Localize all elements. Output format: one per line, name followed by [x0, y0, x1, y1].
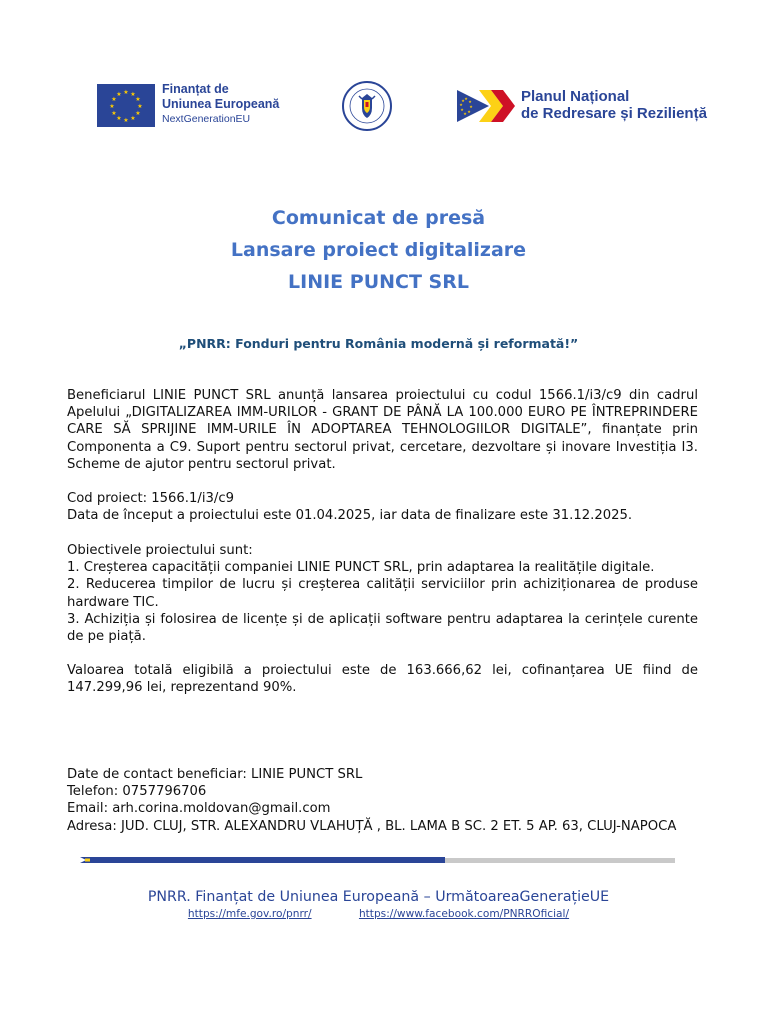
value-line2: 147.299,96 lei, reprezentand 90%.	[67, 680, 297, 696]
press-release-title	[0, 202, 757, 298]
objective-item-3-line2: de pe piață.	[67, 629, 146, 645]
svg-text:★: ★	[130, 91, 136, 98]
eu-logo-line1: Finanțat de	[162, 82, 229, 96]
footer-bar-grey	[445, 858, 675, 863]
svg-text:★: ★	[111, 96, 117, 103]
svg-text:★: ★	[116, 91, 122, 98]
project-value-paragraph	[67, 662, 698, 696]
svg-text:★: ★	[467, 109, 471, 114]
contact-beneficiary: Date de contact beneficiar: LINIE PUNCT SRL	[67, 767, 363, 782]
romanian-government-seal	[341, 78, 393, 134]
intro-line2: Apelului „DIGITALIZAREA IMM-URILOR - GRANT DE PÂNĂ LA 100.000 EURO PE ÎNTREPRINDERE	[67, 405, 698, 421]
footer-tagline: PNRR. Finanțat de Uniunea Europeană – UrmătoareaGenerațieUE	[147, 889, 610, 905]
footer-divider	[80, 857, 675, 863]
title-line2: Lansare proiect digitalizare	[230, 239, 527, 261]
svg-text:★: ★	[459, 102, 463, 107]
svg-text:★: ★	[109, 103, 115, 110]
objectives-section	[67, 542, 698, 645]
svg-text:★: ★	[116, 115, 122, 122]
pnrr-logo-text	[521, 88, 707, 122]
intro-line5: Scheme de ajutor pentru sectorul privat.	[67, 456, 336, 472]
svg-text:★: ★	[111, 110, 117, 117]
footer-bar-blue	[94, 857, 445, 863]
eu-logo-line3: NextGenerationEU	[162, 113, 251, 125]
title-line3: LINIE PUNCT SRL	[288, 271, 469, 293]
svg-text:★: ★	[135, 96, 141, 103]
svg-text:★: ★	[464, 96, 468, 101]
title-line1: Comunicat de presă	[271, 207, 486, 229]
eu-funding-logo-text	[162, 82, 279, 127]
objective-item-3-line1: 3. Achiziția și folosirea de licențe și de aplicații software pentru adaptarea la cerințele curente	[67, 611, 698, 627]
facebook-pnrr-link[interactable]: https://www.facebook.com/PNRROficial/	[358, 908, 570, 920]
svg-text:★: ★	[460, 107, 464, 112]
eu-flag-logo	[97, 84, 155, 127]
svg-text:★: ★	[137, 103, 143, 110]
svg-text:★: ★	[469, 104, 473, 109]
pnrr-logo-line2: de Redresare și Reziliență	[521, 105, 707, 122]
contact-address: Adresa: JUD. CLUJ, STR. ALEXANDRU VLAHUȚĂ , BL. LAMA B SC. 2 ET. 5 AP. 63, CLUJ-NAPOCA	[67, 818, 677, 834]
intro-line1: Beneficiarul LINIE PUNCT SRL anunță lansarea proiectului cu codul 1566.1/i3/c9 din cadrul	[67, 388, 698, 403]
pnrr-flag-icon	[457, 88, 515, 124]
svg-text:★: ★	[123, 89, 129, 96]
objective-item-1: 1. Creșterea capacității companiei LINIE PUNCT SRL, prin adaptarea la realitățile digitale.	[67, 560, 655, 576]
svg-text:★: ★	[123, 117, 129, 124]
pnrr-logo-line1: Planul Național	[521, 88, 630, 105]
eu-stars-icon	[97, 84, 155, 127]
objective-item-2-line1: 2. Reducerea timpilor de lucru și creșterea calității serviciilor prin achiziționarea de produse	[67, 577, 698, 593]
government-seal-icon	[341, 78, 393, 134]
objectives-heading: Obiectivele proiectului sunt:	[67, 543, 253, 558]
project-code: Cod proiect: 1566.1/i3/c9	[67, 491, 234, 506]
intro-line3: CARE SĂ SPRIJINE IMM-URILE ÎN ADOPTAREA TEHNOLOGIILOR DIGITALE”, finanțate prin	[67, 422, 698, 438]
footer-bar-tip-icon	[80, 857, 94, 863]
svg-text:★: ★	[463, 111, 467, 116]
svg-text:★: ★	[130, 115, 136, 122]
svg-text:★: ★	[468, 99, 472, 104]
intro-line4: Componenta a C9. Suport pentru sectorul privat, cercetare, dezvoltare și inovare Investiția I3.	[67, 439, 698, 455]
footer-links	[0, 907, 757, 921]
project-info	[67, 490, 698, 524]
intro-paragraph	[67, 387, 698, 473]
eu-logo-line2: Uniunea Europeană	[162, 97, 280, 111]
pnrr-motto: „PNRR: Fonduri pentru România modernă și reformată!”	[178, 336, 579, 351]
mfe-pnrr-link[interactable]: https://mfe.gov.ro/pnrr/	[187, 908, 312, 920]
value-line1: Valoarea totală eligibilă a proiectului este de 163.666,62 lei, cofinanțarea UE fiind de	[67, 663, 698, 678]
contact-section	[67, 766, 698, 835]
svg-text:★: ★	[135, 110, 141, 117]
contact-phone: Telefon: 0757796706	[67, 784, 207, 800]
objective-item-2-line2: hardware TIC.	[67, 594, 159, 610]
project-dates: Data de început a proiectului este 01.04.2025, iar data de finalizare este 31.12.2025.	[67, 508, 633, 524]
svg-text:★: ★	[461, 98, 465, 103]
contact-email: Email: arh.corina.moldovan@gmail.com	[67, 801, 331, 817]
